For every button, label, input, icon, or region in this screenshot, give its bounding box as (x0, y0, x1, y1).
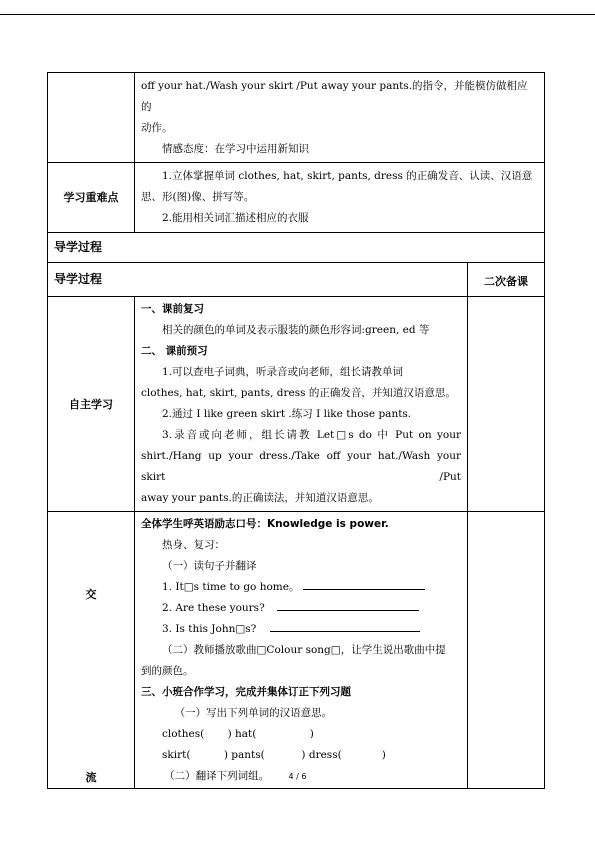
header-rule (0, 14, 595, 15)
guide-header-row (48, 233, 545, 263)
second-prep-cell (468, 297, 545, 512)
paragraph: 1.可以查电子词典，听录音或向老师，组长请教单词 (162, 366, 404, 378)
paragraph: （二）教师播放歌曲□Colour song□，让学生说出歌曲中提 (162, 644, 446, 656)
motto: 全体学生呼英语励志口号：Knowledge is power. (141, 518, 389, 530)
empty-label-cell (48, 73, 135, 163)
guide-subheader-row (48, 263, 545, 297)
objective-line: off your hat./Wash your skirt /Put away your pants.的指令，并能模仿做相应的 (141, 80, 528, 113)
page-number: 4 / 6 (288, 772, 307, 781)
subheading: （二）翻译下列词组。 (164, 770, 270, 782)
guide-subheader: 导学过程 (48, 263, 468, 297)
paragraph: 2.通过 I like green skirt .练习 I like those pants. (162, 408, 412, 420)
key-points-row (48, 163, 545, 233)
key-points-cell (135, 163, 545, 233)
section-heading: 二、 课前预习 (141, 345, 208, 357)
paragraph: clothes, hat, skirt, pants, dress 的正确发音，并知道汉语意思。 (141, 387, 456, 399)
lesson-plan-table (47, 72, 545, 789)
exchange-label-bottom: 流 (85, 771, 97, 784)
paragraph: away your pants.的正确读法，并知道汉语意思。 (141, 492, 379, 504)
guide-header: 导学过程 (48, 233, 545, 263)
objectives-continuation-row (48, 73, 545, 163)
self-study-content (135, 297, 468, 512)
word-exercise: clothes( ) hat( ) (162, 728, 314, 740)
self-study-row (48, 297, 545, 512)
paragraph: 相关的颜色的单词及表示服装的颜色形容词:green, ed 等 (162, 324, 430, 336)
answer-blank[interactable] (277, 600, 419, 611)
key-point-line: 思、形(图)像、拼写等。 (141, 191, 255, 203)
self-study-label: 自主学习 (48, 297, 135, 512)
word-exercise: skirt( ) pants( ) dress( ) (162, 749, 386, 761)
exchange-row (48, 512, 545, 789)
answer-blank[interactable] (303, 579, 425, 590)
key-points-label: 学习重难点 (48, 163, 135, 233)
answer-blank[interactable] (270, 621, 420, 632)
key-point-line: 1.立体掌握单词 clothes, hat, skirt, pants, dress 的正确发音、认读、汉语意 (162, 170, 533, 182)
objectives-cell (135, 73, 545, 163)
paragraph: 3.录音或向老师，组长请教 Let□s do 中 Put on your (162, 429, 461, 441)
subheading: （一）读句子并翻译 (162, 560, 257, 572)
objective-line: 动作。 (141, 122, 173, 134)
section-heading: 一、课前复习 (141, 303, 204, 315)
exchange-label-cell (48, 512, 135, 789)
key-point-line: 2.能用相关词汇描述相应的衣服 (162, 212, 309, 224)
paragraph: 到的颜色。 (141, 665, 194, 677)
question: 1. It□s time to go home。 (141, 577, 461, 598)
exchange-content (135, 512, 468, 789)
question: 2. Are these yours? (141, 598, 461, 619)
subheading: （一）写出下列单词的汉语意思。 (174, 707, 333, 719)
question: 3. Is this John□s? (141, 619, 461, 640)
second-prep-cell (468, 512, 545, 789)
paragraph: shirt./Hang up your dress./Take off your hat./Wash your skirt /Put (141, 450, 461, 483)
attitude-line: 情感态度：在学习中运用新知识 (162, 143, 309, 155)
exchange-label-top: 交 (85, 588, 97, 601)
second-prep-label: 二次备课 (468, 263, 545, 297)
section-heading: 三、小班合作学习，完成并集体订正下列习题 (141, 686, 351, 698)
paragraph: 热身、复习： (162, 539, 225, 551)
